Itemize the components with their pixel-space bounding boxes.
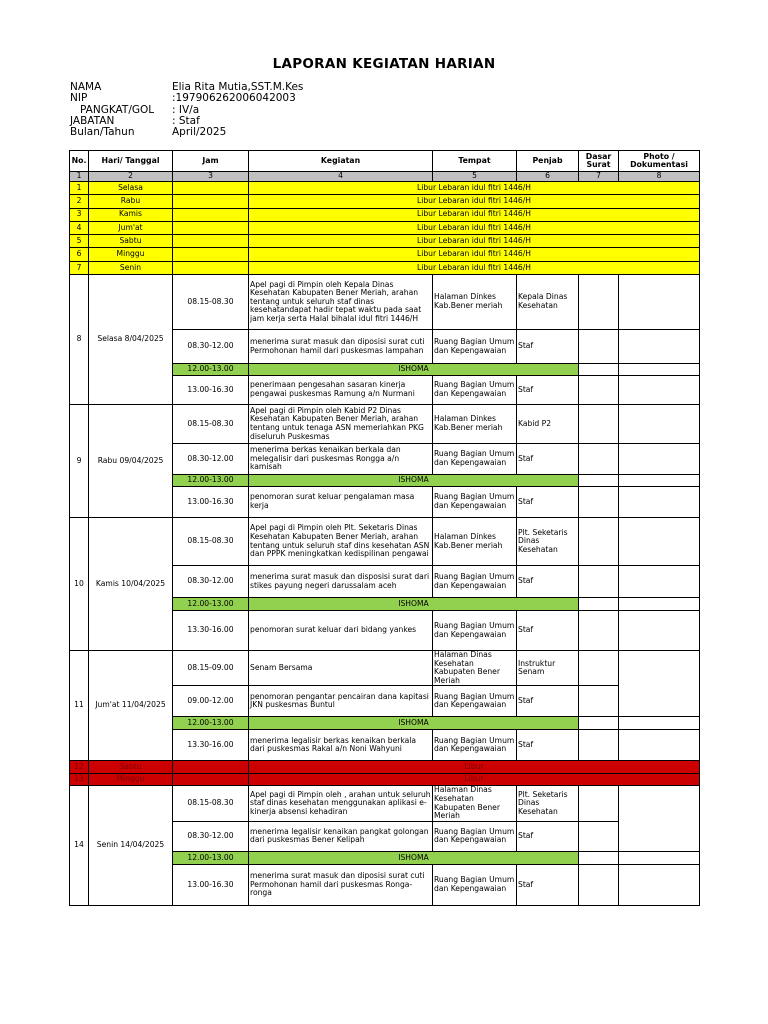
info-value: Elia Rita Mutia,SST.M.Kes — [172, 81, 304, 93]
col-number: 6 — [517, 172, 579, 182]
activity-place: Ruang Bagian Umum dan Kepengawaian — [433, 444, 517, 475]
row-jam-empty — [173, 208, 249, 221]
dasar-surat-cell — [579, 518, 619, 566]
activity-pic: Staf — [517, 730, 579, 761]
column-number-row — [70, 172, 700, 182]
holiday-row — [70, 195, 700, 208]
ishoma-label: ISHOMA — [249, 851, 579, 864]
activity-description: Apel pagi di Pimpin oleh Plt. Seketaris Dinas Kesehatan Kabupaten Bener Meriah, arahan tentang untuk seluruh staf dins kesehatan ASN dan PPPK meningkatkan kedispilinan pengawai — [249, 518, 433, 566]
activity-description: Apel pagi di Pimpin oleh , arahan untuk seluruh staf dinas kesehatan menggunakan aplikasi e-kinerja absensi kehadiran — [249, 786, 433, 821]
activity-time: 08.30-12.00 — [173, 330, 249, 364]
activity-place: Ruang Bagian Umum dan Kepengawaian — [433, 330, 517, 364]
activity-pic: Instruktur Senam — [517, 651, 579, 686]
row-jam-empty — [173, 773, 249, 786]
row-number: 4 — [70, 221, 89, 234]
activity-time: 13.30-16.00 — [173, 730, 249, 761]
dasar-surat-cell — [579, 686, 619, 717]
activity-time: 08.15-09.00 — [173, 651, 249, 686]
activity-place: Ruang Bagian Umum dan Kepengawaian — [433, 730, 517, 761]
photo-cell — [619, 275, 700, 330]
holiday-row — [70, 208, 700, 221]
dasar-surat-cell — [579, 851, 619, 864]
dasar-surat-cell — [579, 487, 619, 518]
header-jam: Jam — [173, 151, 249, 172]
activity-row — [70, 651, 700, 686]
photo-cell — [619, 475, 700, 487]
activity-row — [70, 275, 700, 330]
activity-place: Ruang Bagian Umum dan Kepengawaian — [433, 376, 517, 405]
header-kegiatan: Kegiatan — [249, 151, 433, 172]
dasar-surat-cell — [579, 651, 619, 686]
photo-cell — [619, 717, 700, 730]
row-day: Selasa — [89, 182, 173, 195]
activity-pic: Kepala Dinas Kesehatan — [517, 275, 579, 330]
photo-cell — [619, 651, 700, 717]
row-jam-empty — [173, 261, 249, 274]
activity-description: penerimaan pengesahan sasaran kinerja pengawai puskesmas Ramung a/n Nurmani — [249, 376, 433, 405]
photo-cell — [619, 864, 700, 905]
row-day: Sabtu — [89, 761, 173, 774]
photo-cell — [619, 851, 700, 864]
activity-place: Ruang Bagian Umum dan Kepengawaian — [433, 864, 517, 905]
activity-description: Apel pagi di Pimpin oleh Kabid P2 Dinas Kesehatan Kabupaten Bener Meriah, arahan tentang untuk tenaga ASN memeriahkan PKG diseluruh Puskesmas — [249, 405, 433, 444]
row-number: 7 — [70, 261, 89, 274]
day-date: Kamis 10/04/2025 — [89, 518, 173, 651]
photo-cell — [619, 786, 700, 851]
info-value: April/2025 — [172, 126, 227, 139]
weekend-row — [70, 773, 700, 786]
holiday-note: Libur Lebaran idul fitri 1446/H — [249, 261, 700, 274]
activity-pic: Staf — [517, 566, 579, 598]
row-number: 13 — [70, 773, 89, 786]
row-day: Senin — [89, 261, 173, 274]
ishoma-time: 12.00-13.00 — [173, 717, 249, 730]
dasar-surat-cell — [579, 376, 619, 405]
row-jam-empty — [173, 761, 249, 774]
activity-time: 08.30-12.00 — [173, 821, 249, 851]
ishoma-time: 12.00-13.00 — [173, 364, 249, 376]
dasar-surat-cell — [579, 444, 619, 475]
activity-description: menerima legalisir berkas kenaikan berkala dari puskesmas Rakal a/n Noni Wahyuni — [249, 730, 433, 761]
activity-time: 08.30-12.00 — [173, 566, 249, 598]
ishoma-label: ISHOMA — [249, 598, 579, 611]
weekend-row — [70, 761, 700, 774]
header-penjab: Penjab — [517, 151, 579, 172]
info-row-bulan — [70, 127, 303, 138]
ishoma-label: ISHOMA — [249, 364, 579, 376]
row-number: 12 — [70, 761, 89, 774]
photo-cell — [619, 376, 700, 405]
activity-pic: Staf — [517, 821, 579, 851]
info-label: NAMA — [70, 81, 102, 93]
day-number: 10 — [70, 518, 89, 651]
row-day: Jum'at — [89, 221, 173, 234]
weekend-note: Libur — [249, 773, 700, 786]
dasar-surat-cell — [579, 864, 619, 905]
activity-description: penomoran pengantar pencairan dana kapitasi JKN puskesmas Buntul — [249, 686, 433, 717]
photo-cell — [619, 611, 700, 651]
dasar-surat-cell — [579, 405, 619, 444]
dasar-surat-cell — [579, 786, 619, 821]
ishoma-time: 12.00-13.00 — [173, 475, 249, 487]
dasar-surat-cell — [579, 364, 619, 376]
activity-description: menerima berkas kenaikan berkala dan melegalisir dari puskesmas Rongga a/n kamisah — [249, 444, 433, 475]
info-label: PANGKAT/GOL — [70, 103, 155, 116]
dasar-surat-cell — [579, 717, 619, 730]
dasar-surat-cell — [579, 611, 619, 651]
photo-cell — [619, 730, 700, 761]
header-row — [70, 151, 700, 172]
photo-cell — [619, 444, 700, 475]
col-number: 7 — [579, 172, 619, 182]
activity-place: Ruang Bagian Umum dan Kepengawaian — [433, 821, 517, 851]
info-row-nip — [70, 93, 303, 104]
activity-description: menerima surat masuk dan diposisi surat cuti Permohonan hamil dari puskesmas lampahan — [249, 330, 433, 364]
row-jam-empty — [173, 195, 249, 208]
row-day: Minggu — [89, 773, 173, 786]
activity-pic: Kabid P2 — [517, 405, 579, 444]
holiday-row — [70, 221, 700, 234]
activity-time: 08.15-08.30 — [173, 275, 249, 330]
day-number: 11 — [70, 651, 89, 761]
col-number: 3 — [173, 172, 249, 182]
photo-cell — [619, 598, 700, 611]
holiday-row — [70, 182, 700, 195]
dasar-surat-cell — [579, 475, 619, 487]
row-jam-empty — [173, 221, 249, 234]
ishoma-time: 12.00-13.00 — [173, 598, 249, 611]
holiday-note: Libur Lebaran idul fitri 1446/H — [249, 182, 700, 195]
activity-description: Apel pagi di Pimpin oleh Kepala Dinas Kesehatan Kabupaten Bener Meriah, arahan tentang untuk seluruh staf dinas kesehatandapat hadir tepat waktu pada saat jam kerja serta Halal bihalal idul fitri 1446/H — [249, 275, 433, 330]
activity-time: 13.00-16.30 — [173, 376, 249, 405]
activity-description: menerima surat masuk dan disposisi surat dari stikes payung negeri darussalam aceh — [249, 566, 433, 598]
col-number: 8 — [619, 172, 700, 182]
holiday-row — [70, 235, 700, 248]
day-date: Rabu 09/04/2025 — [89, 405, 173, 518]
day-date: Senin 14/04/2025 — [89, 786, 173, 905]
day-number: 9 — [70, 405, 89, 518]
holiday-note: Libur Lebaran idul fitri 1446/H — [249, 248, 700, 261]
row-jam-empty — [173, 182, 249, 195]
dasar-surat-cell — [579, 275, 619, 330]
row-number: 1 — [70, 182, 89, 195]
activity-pic: Staf — [517, 611, 579, 651]
ishoma-label: ISHOMA — [249, 717, 579, 730]
row-day: Kamis — [89, 208, 173, 221]
activity-time: 08.30-12.00 — [173, 444, 249, 475]
activity-time: 13.00-16.30 — [173, 487, 249, 518]
activity-description: Senam Bersama — [249, 651, 433, 686]
activity-place: Halaman Dinkes Kab.Bener meriah — [433, 518, 517, 566]
holiday-note: Libur Lebaran idul fitri 1446/H — [249, 235, 700, 248]
row-number: 6 — [70, 248, 89, 261]
photo-cell — [619, 364, 700, 376]
col-number: 1 — [70, 172, 89, 182]
row-day: Sabtu — [89, 235, 173, 248]
row-jam-empty — [173, 248, 249, 261]
holiday-note: Libur Lebaran idul fitri 1446/H — [249, 208, 700, 221]
day-number: 14 — [70, 786, 89, 905]
activity-pic: Staf — [517, 376, 579, 405]
activity-time: 08.15-08.30 — [173, 518, 249, 566]
ishoma-time: 12.00-13.00 — [173, 851, 249, 864]
row-day: Minggu — [89, 248, 173, 261]
activity-description: penomoran surat keluar dari bidang yankes — [249, 611, 433, 651]
day-date: Selasa 8/04/2025 — [89, 275, 173, 405]
activity-row — [70, 518, 700, 566]
activity-place: Ruang Bagian Umum dan Kepengawaian — [433, 611, 517, 651]
activity-pic: Staf — [517, 330, 579, 364]
activity-pic: Staf — [517, 444, 579, 475]
activity-description: menerima legalisir kenaikan pangkat golongan dari puskesmas Bener Kelipah — [249, 821, 433, 851]
photo-cell — [619, 487, 700, 518]
row-number: 2 — [70, 195, 89, 208]
info-label: NIP — [70, 92, 88, 105]
activity-pic: Staf — [517, 686, 579, 717]
photo-cell — [619, 518, 700, 566]
activity-description: penomoran surat keluar pengalaman masa kerja — [249, 487, 433, 518]
weekend-note: Libur — [249, 761, 700, 774]
activity-row — [70, 786, 700, 821]
col-number: 2 — [89, 172, 173, 182]
dasar-surat-cell — [579, 730, 619, 761]
activity-place: Ruang Bagian Umum dan Kepengawaian — [433, 686, 517, 717]
dasar-surat-cell — [579, 330, 619, 364]
day-date: Jum'at 11/04/2025 — [89, 651, 173, 761]
header-photo: Photo / Dokumentasi — [619, 151, 700, 172]
activity-place: Halaman Dinas Kesehatan Kabupaten Bener Meriah — [433, 651, 517, 686]
report-title: LAPORAN KEGIATAN HARIAN — [272, 56, 496, 72]
dasar-surat-cell — [579, 821, 619, 851]
activity-place: Halaman Dinas Kesehatan Kabupaten Bener Meriah — [433, 786, 517, 821]
header-hari: Hari/ Tanggal — [89, 151, 173, 172]
row-number: 3 — [70, 208, 89, 221]
activity-pic: Staf — [517, 487, 579, 518]
photo-cell — [619, 566, 700, 598]
row-number: 5 — [70, 235, 89, 248]
header-dasar-surat: Dasar Surat — [579, 151, 619, 172]
header-no: No. — [70, 151, 89, 172]
activity-time: 13.30-16.00 — [173, 611, 249, 651]
info-value: : IV/a — [172, 103, 200, 116]
holiday-note: Libur Lebaran idul fitri 1446/H — [249, 195, 700, 208]
day-number: 8 — [70, 275, 89, 405]
activity-place: Ruang Bagian Umum dan Kepengawaian — [433, 566, 517, 598]
activity-pic: Staf — [517, 864, 579, 905]
col-number: 5 — [433, 172, 517, 182]
info-label: JABATAN — [70, 114, 115, 127]
row-day: Rabu — [89, 195, 173, 208]
header-tempat: Tempat — [433, 151, 517, 172]
row-jam-empty — [173, 235, 249, 248]
dasar-surat-cell — [579, 566, 619, 598]
activity-row — [70, 405, 700, 444]
activity-time: 09.00-12.00 — [173, 686, 249, 717]
ishoma-label: ISHOMA — [249, 475, 579, 487]
col-number: 4 — [249, 172, 433, 182]
holiday-row — [70, 261, 700, 274]
activity-time: 13.00-16.30 — [173, 864, 249, 905]
info-value: :197906262006042003 — [172, 92, 296, 105]
info-label: Bulan/Tahun — [70, 126, 135, 139]
photo-cell — [619, 330, 700, 364]
activity-description: menerima surat masuk dan diposisi surat cuti Permohonan hamil dari puskesmas Ronga-ronga — [249, 864, 433, 905]
info-value: : Staf — [172, 114, 200, 127]
activity-time: 08.15-08.30 — [173, 786, 249, 821]
activity-place: Halaman Dinkes Kab.Bener meriah — [433, 275, 517, 330]
dasar-surat-cell — [579, 598, 619, 611]
employee-info — [70, 82, 303, 138]
holiday-row — [70, 248, 700, 261]
activity-place: Ruang Bagian Umum dan Kepengawaian — [433, 487, 517, 518]
photo-cell — [619, 405, 700, 444]
activity-pic: Plt. Seketaris Dinas Kesehatan — [517, 518, 579, 566]
activity-time: 08.15-08.30 — [173, 405, 249, 444]
activity-place: Halaman Dinkes Kab.Bener meriah — [433, 405, 517, 444]
holiday-note: Libur Lebaran idul fitri 1446/H — [249, 221, 700, 234]
activity-pic: Plt. Seketaris Dinas Kesehatan — [517, 786, 579, 821]
activity-table — [69, 150, 700, 906]
